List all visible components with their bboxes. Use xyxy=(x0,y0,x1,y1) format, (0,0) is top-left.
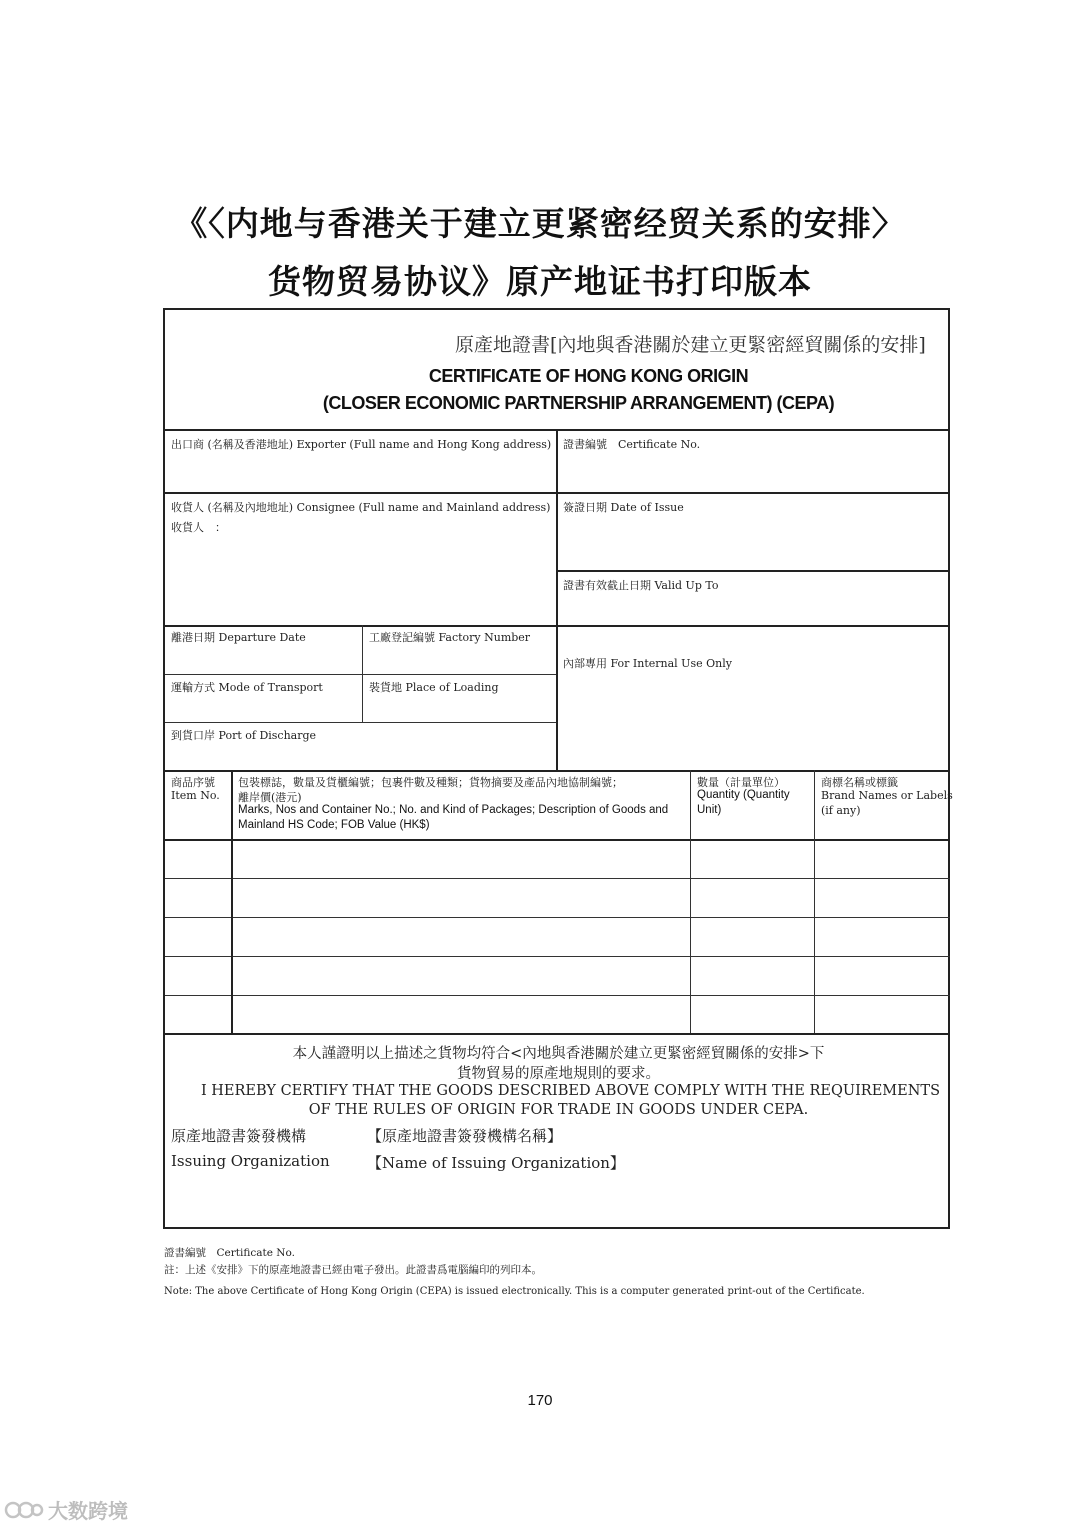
footer-note-cn: 註：上述《安排》下的原產地證書已經由電子發出。此證書爲電腦編印的列印本。 xyxy=(164,1264,542,1276)
certificate-form xyxy=(163,308,953,1229)
exporter-label: 出口商 (名稱及香港地址) Exporter (Full name and Hong Kong address) xyxy=(171,438,552,451)
port-of-discharge-label: 到貨口岸 Port of Discharge xyxy=(171,729,317,742)
place-of-loading-label: 裝貨地 Place of Loading xyxy=(369,681,499,694)
divider xyxy=(165,956,950,957)
certify-statement-en1: I HEREBY CERTIFY THAT THE GOODS DESCRIBED ABOVE COMPLY WITH THE REQUIREMENTS xyxy=(200,1083,941,1099)
divider xyxy=(556,429,558,770)
quantity-header-en1: Quantity (Quantity xyxy=(697,789,790,801)
issuing-org-value-en: 【Name of Issuing Organization】 xyxy=(367,1154,625,1172)
watermark-text: 大数跨境 xyxy=(48,1499,128,1523)
certify-statement-cn2: 貨物貿易的原產地規則的要求。 xyxy=(457,1066,660,1082)
valid-up-to-label: 證書有效截止日期 Valid Up To xyxy=(563,579,719,592)
quantity-header-en2: Unit) xyxy=(697,804,722,816)
divider xyxy=(165,917,950,918)
issuing-org-label-cn: 原產地證書簽發機構 xyxy=(171,1127,307,1145)
certify-statement-cn1: 本人謹證明以上描述之貨物均符合<內地與香港關於建立更緊密經貿關係的安排>下 xyxy=(292,1046,825,1062)
departure-date-label: 離港日期 Departure Date xyxy=(171,631,306,644)
footer-certificate-no: 證書編號 Certificate No. xyxy=(164,1247,295,1259)
form-header-en2: (CLOSER ECONOMIC PARTNERSHIP ARRANGEMENT) (CEPA) xyxy=(322,393,835,413)
divider xyxy=(690,770,691,1033)
divider xyxy=(362,625,363,722)
item-no-header-en: Item No. xyxy=(171,789,220,802)
divider xyxy=(165,722,557,723)
internal-use-label: 內部專用 For Internal Use Only xyxy=(563,657,732,670)
footer-note-en: Note: The above Certificate of Hong Kong Origin (CEPA) is issued electronically. This is a computer generated print-out of the Certificate. xyxy=(164,1286,865,1297)
divider xyxy=(165,995,950,996)
brand-header-cn: 商標名稱或標籤 xyxy=(821,776,898,789)
page-title-line1: 《〈内地与香港关于建立更紧密经贸关系的安排〉 xyxy=(174,204,906,243)
consignee-label: 收貨人 (名稱及內地地址) Consignee (Full name and Mainland address) xyxy=(171,501,551,514)
certify-statement-en2: OF THE RULES OF ORIGIN FOR TRADE IN GOODS UNDER CEPA. xyxy=(308,1102,809,1118)
divider xyxy=(165,674,557,675)
marks-header-en1: Marks, Nos and Container No.; No. and Kind of Packages; Description of Goods and xyxy=(238,804,669,816)
divider xyxy=(231,770,233,1033)
divider xyxy=(165,878,950,879)
marks-header-cn2: 離岸價(港元) xyxy=(238,791,302,804)
watermark-logo-icon xyxy=(4,1499,44,1521)
item-no-header-cn: 商品序號 xyxy=(171,776,215,789)
divider xyxy=(165,770,950,772)
quantity-header-cn: 數量（計量單位） xyxy=(697,776,785,789)
marks-header-en2: Mainland HS Code; FOB Value (HK$) xyxy=(238,819,430,831)
divider xyxy=(814,770,815,1033)
divider xyxy=(557,570,950,572)
certificate-no-label: 證書編號 Certificate No. xyxy=(563,438,701,451)
form-header-cn: 原產地證書[內地與香港關於建立更緊密經貿關係的安排] xyxy=(455,334,926,356)
issuing-org-label-en: Issuing Organization xyxy=(171,1152,330,1170)
divider xyxy=(165,1033,950,1035)
marks-header-cn1: 包裝標誌，數量及貨櫃編號；包裹件數及種類；貨物摘要及產品內地協制編號； xyxy=(238,776,623,789)
issuing-org-value-cn: 【原產地證書簽發機構名稱】 xyxy=(367,1127,563,1145)
consignee-sub-label: 收貨人 ： xyxy=(171,521,226,534)
page-title-line2: 货物贸易协议》原产地证书打印版本 xyxy=(268,262,812,301)
transport-mode-label: 運輸方式 Mode of Transport xyxy=(171,681,323,694)
factory-number-label: 工廠登記編號 Factory Number xyxy=(369,631,531,644)
page-number: 170 xyxy=(527,1392,553,1409)
divider xyxy=(165,839,950,841)
watermark xyxy=(4,1495,128,1524)
date-of-issue-label: 簽證日期 Date of Issue xyxy=(563,501,684,514)
form-header-en1: CERTIFICATE OF HONG KONG ORIGIN xyxy=(428,366,749,386)
brand-header-en1: Brand Names or Labels xyxy=(821,789,953,802)
brand-header-en2: (if any) xyxy=(821,804,861,817)
